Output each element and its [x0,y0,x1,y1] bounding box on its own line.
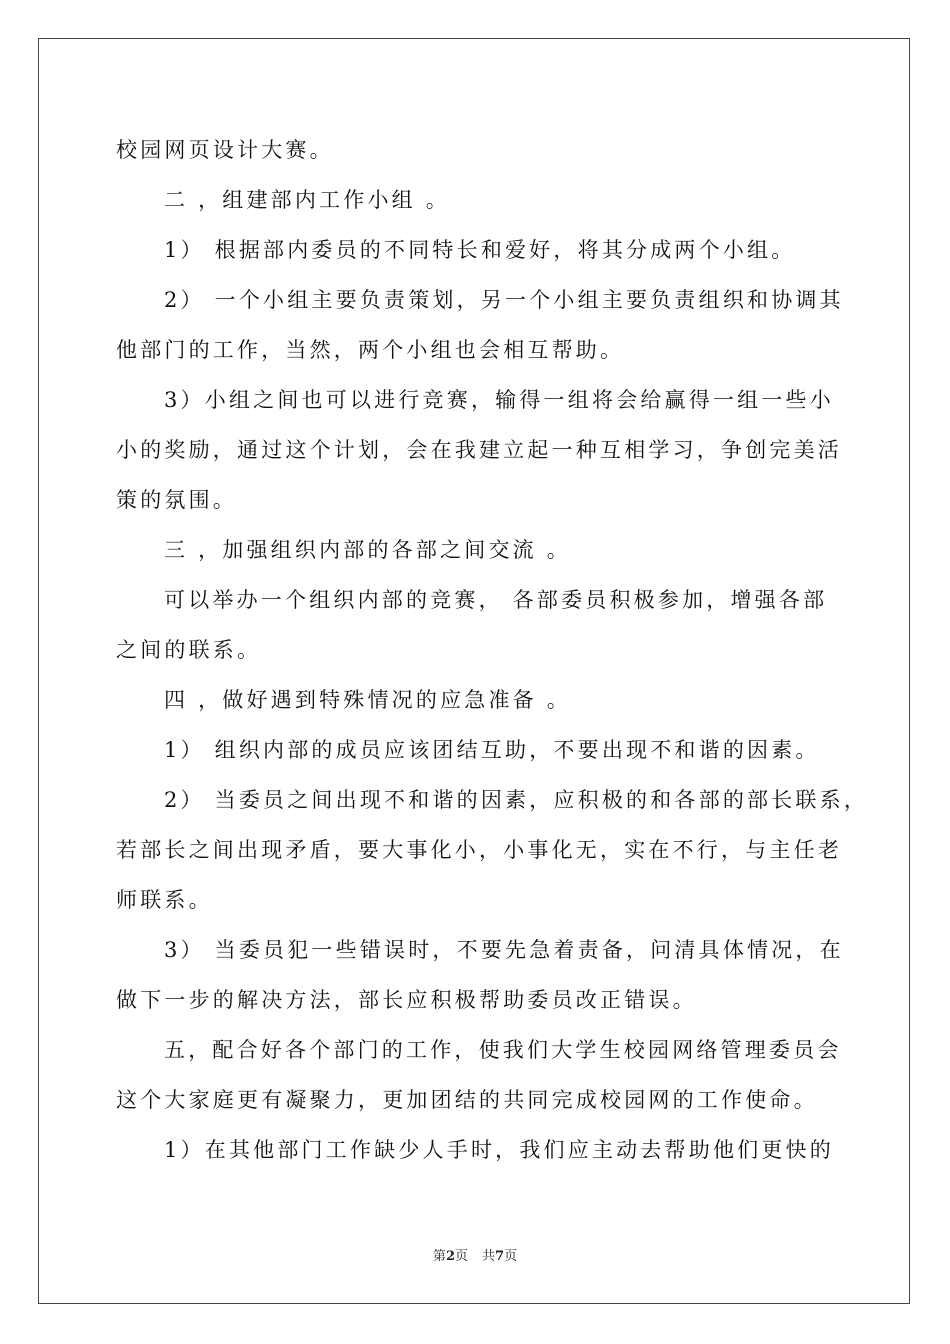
section-heading: 五，配合好各个部门的工作，使我们大学生校园网络管理委员会 [164,1038,842,1062]
paragraph-line: 小的奖励，通过这个计划，会在我建立起一种互相学习，争创完美活 [116,438,842,462]
paragraph-line: 1） 组织内部的成员应该团结互助，不要出现不和谐的因素。 [164,738,820,762]
paragraph-line: 策的氛围。 [116,488,237,512]
paragraph-line: 1） 根据部内委员的不同特长和爱好，将其分成两个小组。 [164,238,796,262]
section-heading: 三 ，加强组织内部的各部之间交流 。 [164,538,571,562]
current-page-number: 2 [445,1249,455,1264]
paragraph-line: 2） 当委员之间出现不和谐的因素，应积极的和各部的部长联系， [164,788,869,812]
page-footer [0,1249,950,1265]
paragraph-line: 3） 当委员犯一些错误时，不要先急着责备，问清具体情况，在 [164,938,844,962]
paragraph-line: 他部门的工作，当然，两个小组也会相互帮助。 [116,338,625,362]
page-border [38,38,910,1304]
paragraph-line: 可以举办一个组织内部的竞赛， 各部委员积极参加，增强各部 [164,588,828,612]
paragraph-line: 1）在其他部门工作缺少人手时，我们应主动去帮助他们更快的 [164,1138,834,1162]
section-heading: 四 ，做好遇到特殊情况的应急准备 。 [164,688,571,712]
paragraph-line: 师联系。 [116,888,213,912]
paragraph-line: 这个大家庭更有凝聚力，更加团结的共同完成校园网的工作使命。 [116,1088,818,1112]
paragraph-line: 2） 一个小组主要负责策划，另一个小组主要负责组织和协调其 [164,288,844,312]
total-pages-label: 共7页 [482,1249,518,1264]
paragraph-line: 3）小组之间也可以进行竞赛，输得一组将会给赢得一组一些小 [164,388,834,412]
page-number-label: 第2页 [432,1249,468,1264]
paragraph-line: 做下一步的解决方法，部长应积极帮助委员改正错误。 [116,988,697,1012]
total-page-count: 7 [495,1249,505,1264]
section-heading: 二 ，组建部内工作小组 。 [164,188,450,212]
paragraph-line: 若部长之间出现矛盾，要大事化小，小事化无，实在不行，与主任老 [116,838,842,862]
paragraph-line: 之间的联系。 [116,638,262,662]
paragraph-line: 校园网页设计大赛。 [116,138,334,162]
